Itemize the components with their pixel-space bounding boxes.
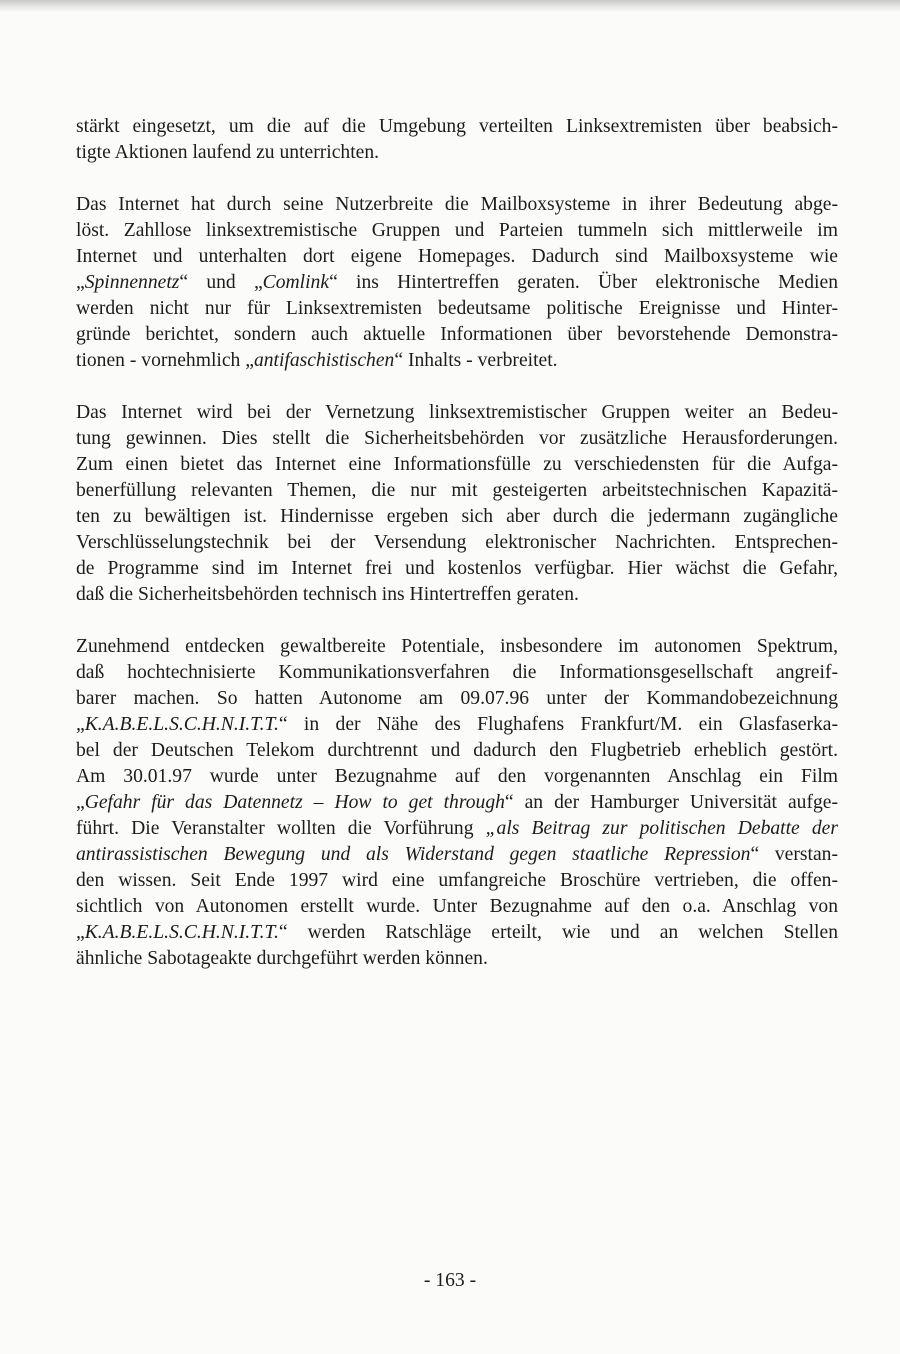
text-line [76, 842, 838, 868]
paragraph-4 [76, 634, 838, 972]
text-line [76, 270, 838, 296]
italic-text: Gefahr für das Datennetz – How to get through [84, 792, 505, 813]
text-line: Zum einen bietet das Internet eine Informationsfülle zu verschiedensten für die Aufga- [76, 454, 838, 475]
text-line: werden nicht nur für Linksextremisten bedeutsame politische Ereignisse und Hinter- [76, 298, 838, 319]
text-line: Das Internet wird bei der Vernetzung linksextremistischer Gruppen weiter an Bedeu- [76, 402, 838, 423]
text-run: “ Inhalts - verbreitet. [394, 350, 558, 371]
text-line: Am 30.01.97 wurde unter Bezugnahme auf den vorgenannten Anschlag ein Film [76, 766, 838, 787]
text-line: daß die Sicherheitsbehörden technisch ins Hintertreffen geraten. [76, 584, 579, 605]
text-line: ten zu bewältigen ist. Hindernisse ergeben sich aber durch die jedermann zugängliche [76, 506, 838, 527]
text-run: tionen - vornehmlich „ [76, 350, 254, 371]
text-line: den wissen. Seit Ende 1997 wird eine umfangreiche Broschüre vertrieben, die offen- [76, 870, 838, 891]
italic-text: Comlink [262, 272, 330, 293]
text-line: Verschlüsselungstechnik bei der Versendung elektronischer Nachrichten. Entsprechen- [76, 532, 838, 553]
text-line: daß hochtechnisierte Kommunikationsverfahren die Informationsgesellschaft angreif- [76, 662, 838, 683]
text-run: “ und „ [179, 272, 263, 293]
text-run: “ verstan- [750, 844, 838, 865]
text-line [76, 348, 838, 374]
text-line [76, 816, 838, 842]
text-line [76, 790, 838, 816]
text-line: benerfüllung relevanten Themen, die nur mit gesteigerten arbeitstechnischen Kapazitä- [76, 480, 838, 501]
text-run: „ [76, 714, 85, 735]
italic-text: antirassistischen Bewegung und als Widerstand gegen staatliche Repression [76, 844, 751, 865]
italic-text: „als Beitrag zur politischen Debatte der [485, 818, 838, 839]
text-run: führt. Die Veranstalter wollten die Vorführung [76, 818, 486, 839]
text-line: tigte Aktionen laufend zu unterrichten. [76, 142, 380, 163]
scan-edge-shadow [0, 0, 900, 12]
document-body [76, 114, 838, 972]
paragraph-gap [76, 166, 838, 192]
text-run: „ [76, 922, 85, 943]
text-line: Das Internet hat durch seine Nutzerbreite die Mailboxsysteme in ihrer Bedeutung abge- [76, 194, 838, 215]
text-run: “ in der Nähe des Flughafens Frankfurt/M. ein Glasfaserka- [278, 714, 838, 735]
text-line: barer machen. So hatten Autonome am 09.07.96 unter der Kommandobezeichnung [76, 688, 838, 709]
paragraph-gap [76, 374, 838, 400]
text-line [76, 712, 838, 738]
paragraph-3 [76, 400, 838, 608]
text-line: sichtlich von Autonomen erstellt wurde. Unter Bezugnahme auf den o.a. Anschlag von [76, 896, 838, 917]
italic-text: K.A.B.E.L.S.C.H.N.I.T.T. [84, 922, 279, 943]
italic-text: antifaschistischen [253, 350, 395, 371]
text-line: Internet und unterhalten dort eigene Homepages. Dadurch sind Mailboxsysteme wie [76, 246, 838, 267]
text-line: Zunehmend entdecken gewaltbereite Potentiale, insbesondere im autonomen Spektrum, [76, 636, 838, 657]
text-run: „ [76, 272, 85, 293]
text-line: ähnliche Sabotageakte durchgeführt werden können. [76, 948, 488, 969]
text-line: tung gewinnen. Dies stellt die Sicherheitsbehörden vor zusätzliche Herausforderungen. [76, 428, 838, 449]
italic-text: K.A.B.E.L.S.C.H.N.I.T.T. [84, 714, 279, 735]
text-run: „ [76, 792, 85, 813]
text-run: “ an der Hamburger Universität aufge- [504, 792, 839, 813]
text-line: bel der Deutschen Telekom durchtrennt und dadurch den Flugbetrieb erheblich gestört. [76, 740, 838, 761]
italic-text: Spinnennetz [84, 272, 180, 293]
text-line: stärkt eingesetzt, um die auf die Umgebung verteilten Linksextremisten über beabsich- [76, 116, 838, 137]
paragraph-2 [76, 192, 838, 374]
text-run: “ ins Hintertreffen geraten. Über elektronische Medien [329, 272, 838, 293]
page-number: - 163 - [423, 1270, 477, 1291]
paragraph-1 [76, 114, 838, 166]
text-run: “ werden Ratschläge erteilt, wie und an welchen Stellen [278, 922, 838, 943]
text-line: de Programme sind im Internet frei und kostenlos verfügbar. Hier wächst die Gefahr, [76, 558, 838, 579]
paragraph-gap [76, 608, 838, 634]
text-line [76, 920, 838, 946]
text-line: gründe berichtet, sondern auch aktuelle Informationen über bevorstehende Demonstra- [76, 324, 838, 345]
text-line: löst. Zahllose linksextremistische Gruppen und Parteien tummeln sich mittlerweile im [76, 220, 838, 241]
